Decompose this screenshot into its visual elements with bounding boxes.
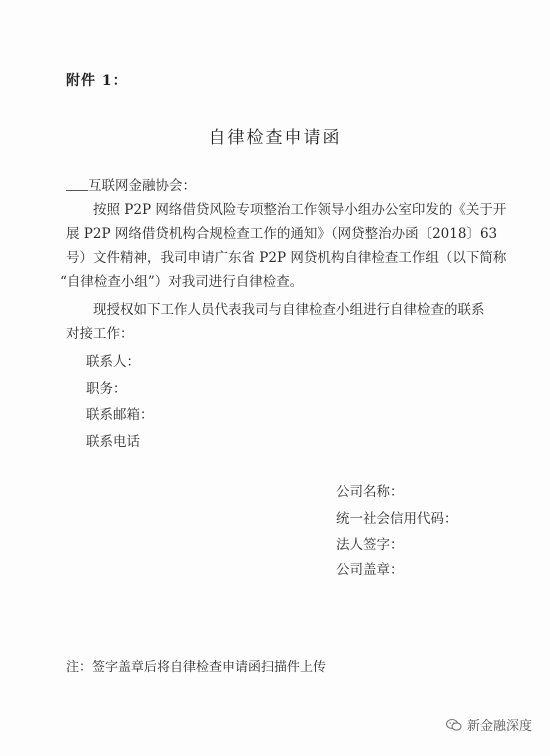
wechat-icon [446,718,462,732]
paragraph-line: 按照 P2P 网络借贷风险专项整治工作领导小组办公室印发的《关于开 [93,202,507,218]
addressee: 互联网金融协会： [88,178,196,194]
position-field: 职务： [86,381,127,397]
paragraph-line: “自律检查小组”）对我司进行自律检查。 [60,274,304,290]
watermark-text: 新金融深度 [466,719,532,734]
contact-email-field: 联系邮箱： [86,407,154,423]
paragraph-line: 号）文件精神，我司申请广东省 P2P 网贷机构自律检查工作组（以下简称 [66,250,507,266]
credit-code-field: 统一社会信用代码： [336,511,458,527]
watermark [446,715,532,734]
paragraph-request [60,198,507,294]
paragraph-line: 现授权如下工作人员代表我司与自律检查小组进行自律检查的联系 [93,302,485,318]
document-title: 自律检查申请函 [208,128,342,148]
attachment-label: 附件 1： [66,73,128,89]
company-name-field: 公司名称： [336,484,404,500]
legal-rep-signature-field: 法人签字： [336,537,404,553]
paragraph-line: 展 P2P 网络借贷机构合规检查工作的通知》（网贷整治办函〔2018〕63 [66,226,498,242]
contact-phone-field: 联系电话 [86,434,140,450]
paragraph-authorization [66,298,494,346]
paragraph-line: 对接工作： [66,326,134,342]
company-seal-field: 公司盖章： [336,562,404,578]
contact-person-field: 联系人： [86,354,140,370]
footnote: 注：签字盖章后将自律检查申请函扫描件上传 [66,660,327,675]
